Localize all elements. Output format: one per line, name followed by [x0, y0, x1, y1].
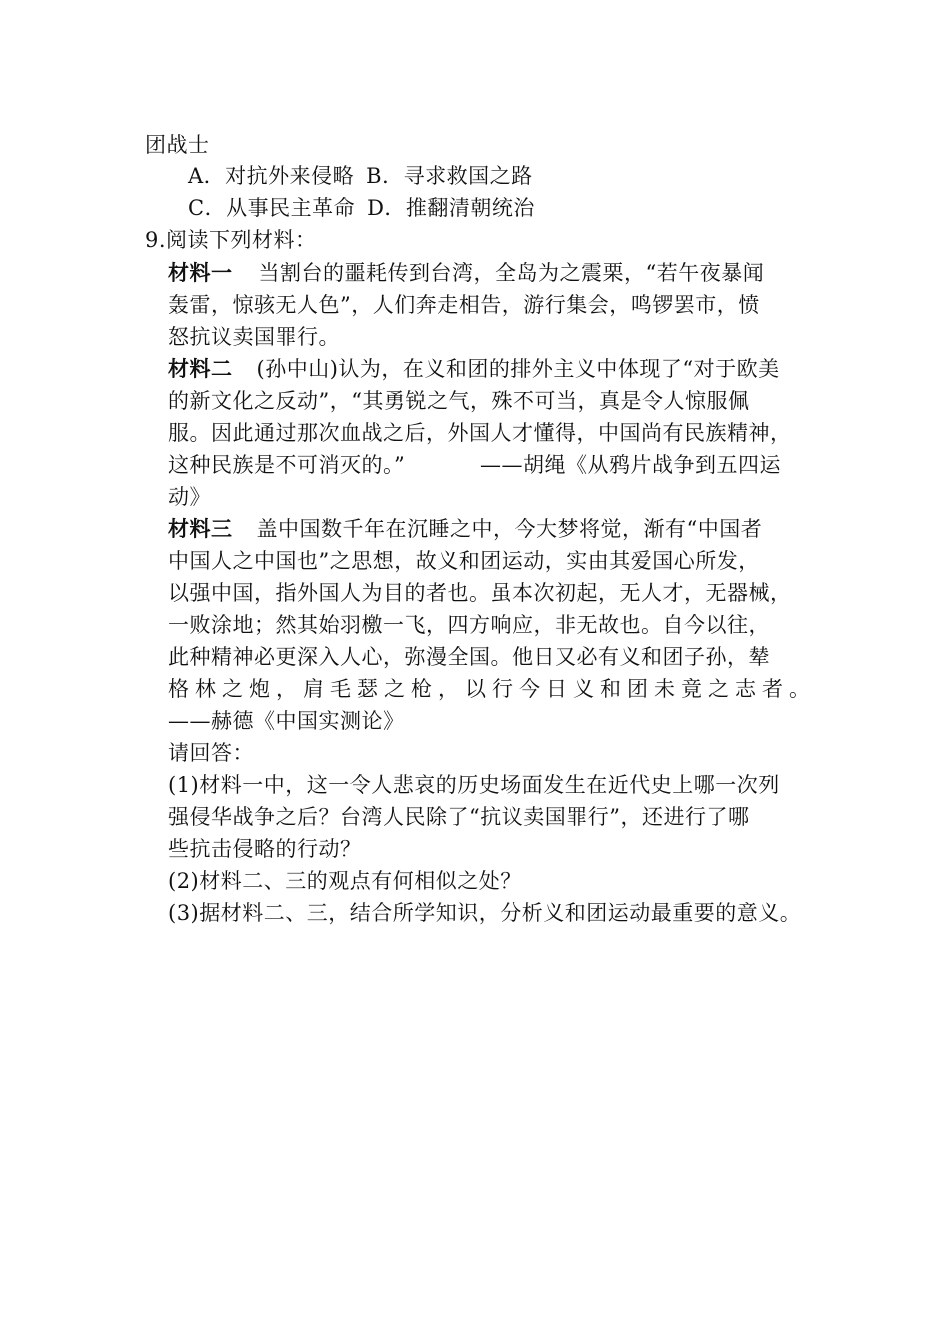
sub-question-1-text-3: 些抗击侵略的行动？	[168, 837, 362, 861]
material-3-label: 材料三	[168, 516, 233, 541]
material-2-line-2	[168, 386, 749, 416]
answer-prompt	[168, 738, 254, 768]
option-d-label: D	[367, 196, 385, 220]
prev-question-tail	[145, 130, 210, 160]
question-intro: 阅读下列材料：	[166, 228, 317, 252]
sub-question-1-text-1: (1)材料一中，这一令人悲哀的历史场面发生在近代史上哪一次列	[168, 773, 780, 797]
sub-question-2	[168, 866, 522, 896]
sub-question-3-text: (3)据材料二、三，结合所学知识，分析义和团运动最重要的意义。	[168, 901, 802, 925]
options-row-ab	[188, 161, 533, 191]
question-number: 9.	[145, 228, 167, 252]
material-2-line-6	[168, 482, 211, 512]
material-2-text-2: 的新文化之反动”，“其勇锐之气，殊不可当，真是令人惊服佩	[168, 389, 750, 413]
material-2-line-3	[168, 418, 792, 448]
options-row-cd	[188, 193, 535, 223]
option-b-sep: ．	[382, 164, 404, 188]
option-c-sep: ．	[204, 196, 227, 220]
option-b-text: 寻求救国之路	[403, 164, 533, 188]
option-a-sep: ．	[203, 164, 226, 188]
material-3-line-4	[168, 610, 770, 640]
sub-question-1-line-3	[168, 834, 362, 864]
material-2-text-3: 服。因此通过那次血战之后，外国人才懂得，中国尚有民族精神，	[168, 421, 792, 445]
material-2-line-4	[168, 450, 405, 480]
material-3-text-1: 盖中国数千年在沉睡之中，今大梦将觉，渐有“中国者	[256, 517, 763, 541]
material-3-line-6	[168, 674, 816, 704]
material-1-line-2	[168, 290, 760, 320]
material-1-line-1	[168, 258, 764, 288]
material-2-label: 材料二	[168, 356, 233, 381]
material-3-text-5: 此种精神必更深入人心，弥漫全国。他日又必有义和团子孙，辇	[168, 645, 770, 669]
option-a-text: 对抗外来侵略	[225, 164, 355, 188]
answer-prompt-text: 请回答：	[168, 741, 254, 765]
material-3-line-5	[168, 642, 770, 672]
option-c-text: 从事民主革命	[226, 196, 356, 220]
material-3-line-2	[168, 546, 760, 576]
sub-question-1-line-1	[168, 770, 780, 800]
option-d-sep: ．	[384, 196, 406, 220]
material-3-line-1	[168, 514, 762, 544]
sub-question-2-text: (2)材料二、三的观点有何相似之处？	[168, 869, 522, 893]
material-1-text-3: 怒抗议卖国罪行。	[168, 325, 340, 349]
material-3-text-4: 一败涂地；然其始羽檄一飞，四方响应，非无故也。自今以往，	[168, 613, 770, 637]
option-a-label: A	[188, 164, 204, 188]
material-3-source-text: ——赫德《中国实测论》	[168, 709, 405, 733]
material-3-text-6: 格林之炮，肩毛瑟之枪，以行今日义和团未竟之志者。	[168, 677, 816, 701]
option-d-text: 推翻清朝统治	[405, 196, 535, 220]
material-1-line-3	[168, 322, 340, 352]
material-2-text-6: 动》	[168, 485, 211, 509]
material-1-label: 材料一	[168, 260, 233, 285]
material-2-source-text: ——胡绳《从鸦片战争到五四运	[480, 453, 781, 477]
sub-question-3	[168, 898, 801, 928]
material-2-text-4: 这种民族是不可消灭的。”	[168, 453, 406, 477]
material-3-source	[168, 706, 405, 736]
material-3-text-2: 中国人之中国也”之思想，故义和团运动，实由其爱国心所发，	[168, 549, 760, 573]
prev-question-tail-text: 团战士	[145, 133, 210, 157]
sub-question-1-text-2: 强侵华战争之后？台湾人民除了“抗议卖国罪行”，还进行了哪	[168, 805, 750, 829]
material-2-source	[480, 450, 781, 480]
material-1-text-2: 轰雷，惊骇无人色”，人们奔走相告，游行集会，鸣锣罢市，愤	[168, 293, 760, 317]
material-2-text-1: (孙中山)认为，在义和团的排外主义中体现了“对于欧美	[256, 357, 780, 381]
material-3-text-3: 以强中国，指外国人为目的者也。虽本次初起，无人才，无器械，	[168, 581, 792, 605]
material-2-line-1	[168, 354, 780, 384]
sub-question-1-line-2	[168, 802, 749, 832]
material-3-line-3	[168, 578, 792, 608]
option-c-label: C	[188, 196, 205, 220]
material-1-text-1: 当割台的噩耗传到台湾，全岛为之震栗，“若午夜暴闻	[258, 261, 765, 285]
question-9-header	[145, 225, 317, 255]
option-b-label: B	[366, 164, 383, 188]
